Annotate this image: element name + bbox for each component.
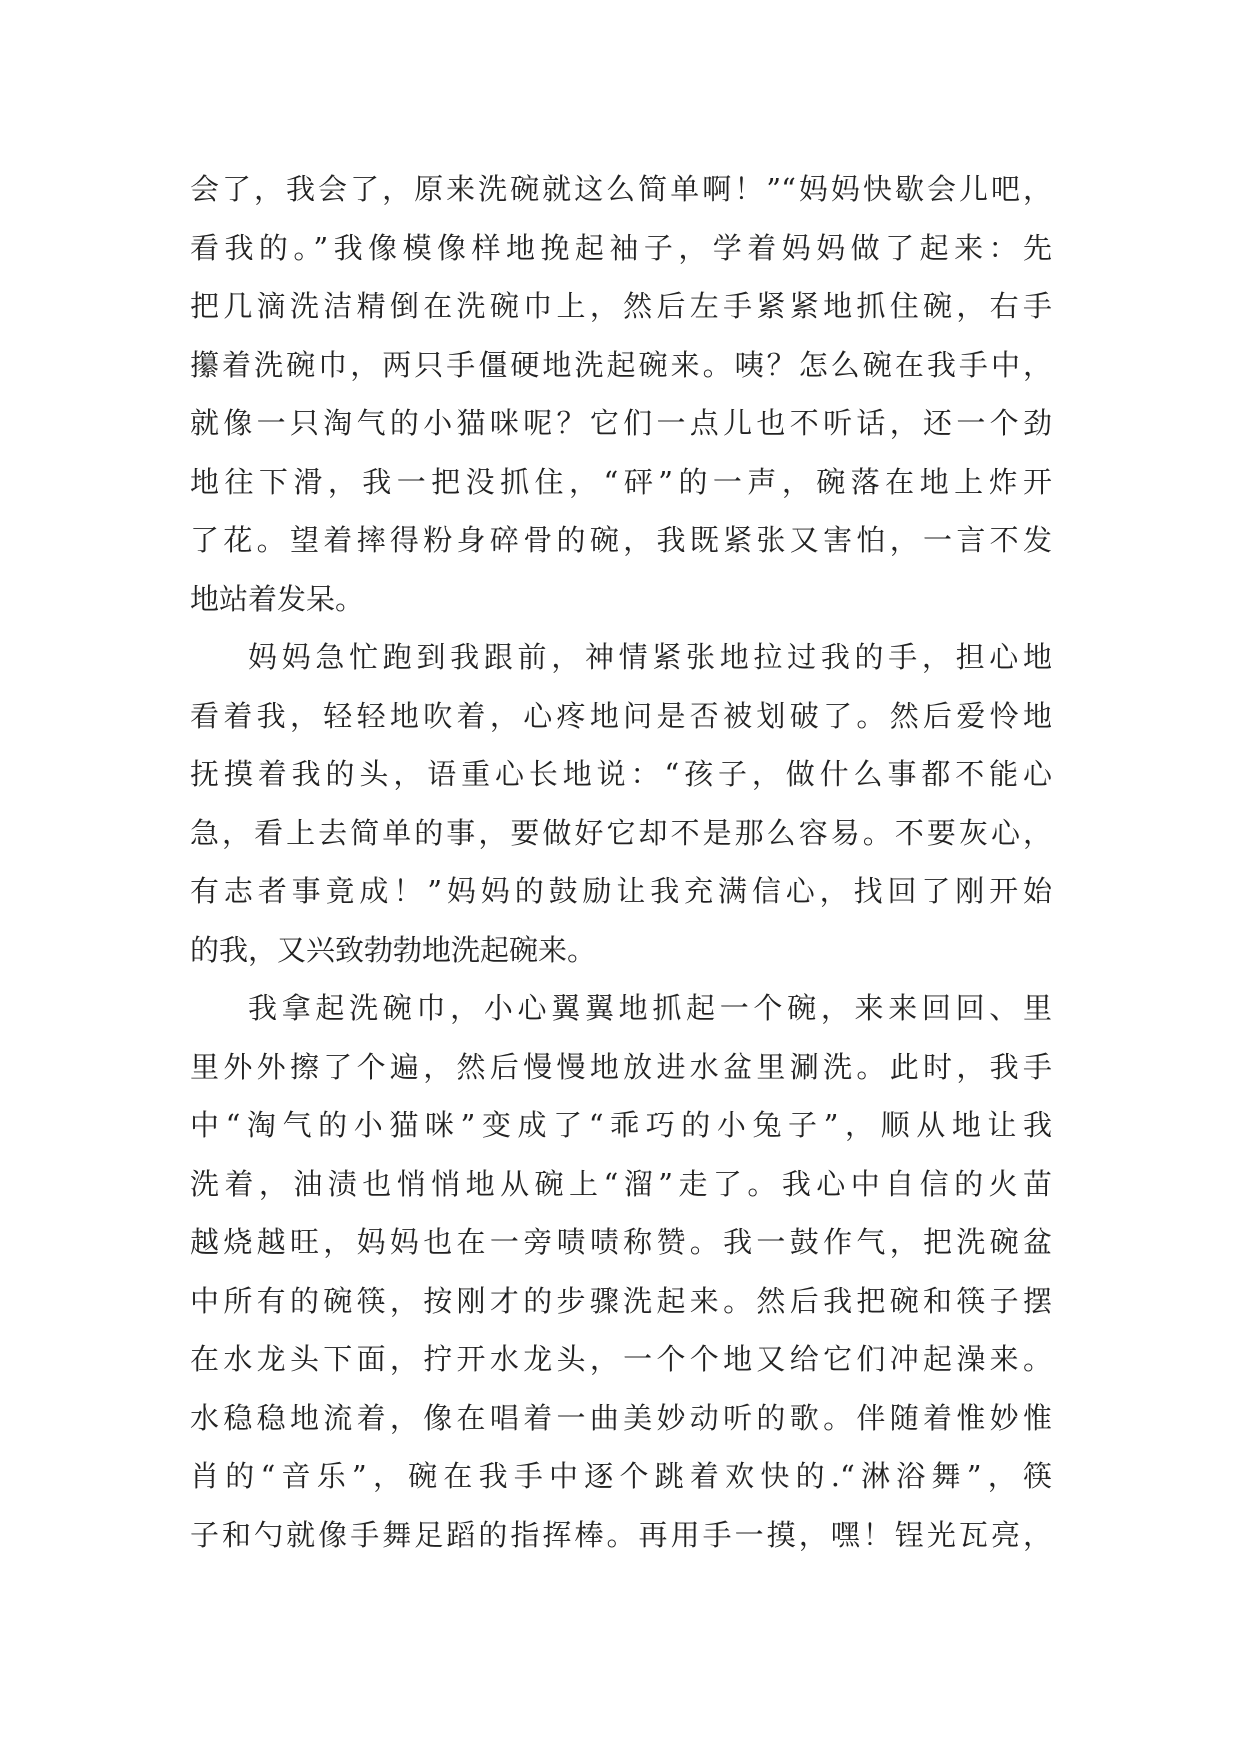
text-line: 抚摸着我的头，语重心长地说：“孩子，做什么事都不能心 bbox=[190, 757, 1052, 791]
text-line: 的我，又兴致勃勃地洗起碗来。 bbox=[190, 932, 597, 967]
text-line: 会了，我会了，原来洗碗就这么简单啊！”“妈妈快歇会儿吧， bbox=[190, 172, 1052, 206]
text-line: 我拿起洗碗巾，小心翼翼地抓起一个碗，来来回回、里 bbox=[248, 991, 1052, 1025]
text-line: 就像一只淘气的小猫咪呢？它们一点儿也不听话，还一个劲 bbox=[190, 406, 1052, 440]
paragraph bbox=[190, 628, 1052, 979]
text-line: 看我的。”我像模像样地挽起袖子，学着妈妈做了起来：先 bbox=[190, 230, 1052, 265]
text-line: 地站着发呆。 bbox=[190, 581, 365, 616]
text-line: 肖的“音乐”，碗在我手中逐个跳着欢快的.“淋浴舞”，筷 bbox=[190, 1459, 1052, 1493]
text-line: 看着我，轻轻地吹着，心疼地问是否被划破了。然后爱怜地 bbox=[190, 698, 1052, 733]
body-text bbox=[190, 160, 1052, 1564]
text-line: 有志者事竟成！”妈妈的鼓励让我充满信心，找回了刚开始 bbox=[190, 874, 1052, 908]
text-line: 中所有的碗筷，按刚才的步骤洗起来。然后我把碗和筷子摆 bbox=[190, 1283, 1052, 1318]
text-line: 地往下滑，我一把没抓住，“砰”的一声，碗落在地上炸开 bbox=[190, 464, 1052, 499]
paragraph bbox=[190, 160, 1052, 628]
text-line: 里外外擦了个遍，然后慢慢地放进水盆里涮洗。此时，我手 bbox=[190, 1049, 1052, 1084]
text-line: 妈妈急忙跑到我跟前，神情紧张地拉过我的手，担心地 bbox=[248, 640, 1052, 674]
text-line: 子和勺就像手舞足蹈的指挥棒。再用手一摸，嘿！锃光瓦亮， bbox=[190, 1517, 1052, 1552]
text-line: 把几滴洗洁精倒在洗碗巾上，然后左手紧紧地抓住碗，右手 bbox=[190, 289, 1052, 323]
text-line: 越烧越旺，妈妈也在一旁啧啧称赞。我一鼓作气，把洗碗盆 bbox=[190, 1225, 1052, 1259]
text-line: 了花。望着摔得粉身碎骨的碗，我既紧张又害怕，一言不发 bbox=[190, 523, 1052, 557]
text-line: 洗着，油渍也悄悄地从碗上“溜”走了。我心中自信的火苗 bbox=[190, 1166, 1052, 1201]
text-line: 急，看上去简单的事，要做好它却不是那么容易。不要灰心， bbox=[190, 815, 1052, 850]
text-line: 水稳稳地流着，像在唱着一曲美妙动听的歌。伴随着惟妙惟 bbox=[190, 1400, 1052, 1435]
text-line: 攥着洗碗巾，两只手僵硬地洗起碗来。咦？怎么碗在我手中， bbox=[190, 347, 1052, 382]
text-line: 在水龙头下面，拧开水龙头，一个个地又给它们冲起澡来。 bbox=[190, 1342, 1052, 1376]
paragraph bbox=[190, 979, 1052, 1564]
text-line: 中“淘气的小猫咪”变成了“乖巧的小兔子”，顺从地让我 bbox=[190, 1108, 1052, 1142]
